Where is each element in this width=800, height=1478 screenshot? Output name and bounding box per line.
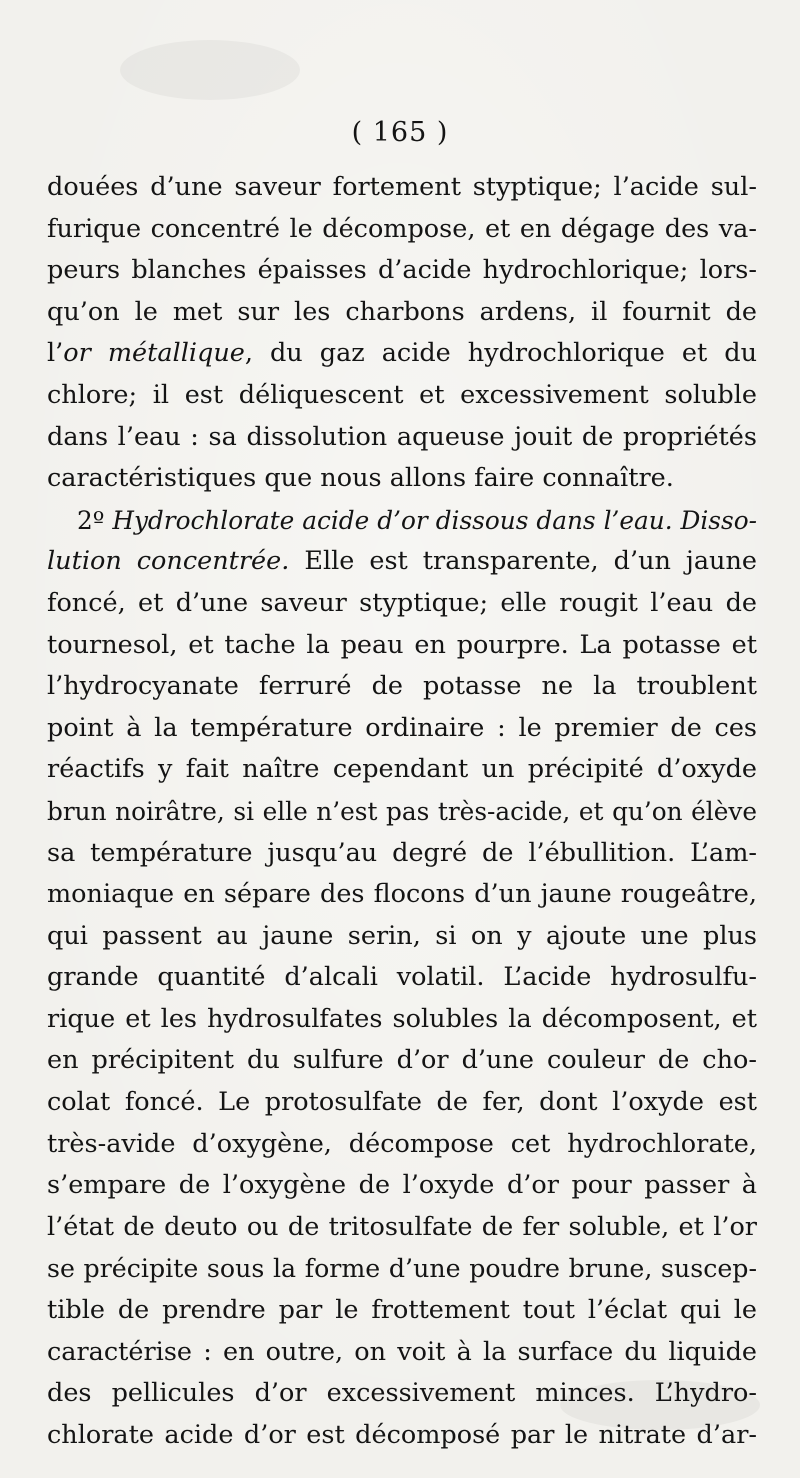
text-line [47,375,757,417]
body-text [47,167,757,1456]
text-line [47,1207,757,1249]
italic-text: lution concentrée. [47,546,290,577]
text-segment: colat foncé. Le protosulfate de fer, dont l’oxyde est [47,1087,757,1118]
page-number: ( 165 ) [351,117,449,148]
text-line [47,541,757,583]
text-segment: caractérise : en outre, on voit à la surface du liquide [47,1336,757,1367]
text-line [47,1332,757,1374]
text-segment: , du gaz acide hydrochlorique et du [244,338,757,369]
text-line [47,957,757,999]
text-segment: moniaque en sépare des flocons d’un jaune rougeâtre, [47,879,757,910]
text-line [47,1165,757,1207]
text-segment: chlorate acide d’or est décomposé par le nitrate d’ar- [47,1419,757,1450]
text-line [47,583,757,625]
text-line [47,250,757,292]
text-line [47,874,757,916]
text-line [47,1290,757,1332]
text-segment: tournesol, et tache la peau en pourpre. La potasse et [47,629,757,660]
text-segment: l’ [47,338,64,369]
text-line [47,333,757,375]
text-line [47,916,757,958]
text-line [47,1415,757,1457]
text-segment: des pellicules d’or excessivement minces. L’hydro- [47,1378,757,1409]
text-line [47,417,757,459]
text-line [47,292,757,334]
text-segment: furique concentré le décompose, et en dégage des va- [47,213,757,244]
text-segment: peurs blanches épaisses d’acide hydrochlorique; lors- [47,255,757,286]
text-line [47,833,757,875]
italic-text: Hydrochlorate acide d’or dissous dans l’eau. Disso- [112,505,757,535]
text-segment: l’état de deuto ou de tritosulfate de fer soluble, et l’or [47,1211,757,1242]
text-line [47,167,757,209]
text-line [47,1082,757,1124]
text-line [47,209,757,251]
text-segment: rique et les hydrosulfates solubles la décomposent, et [47,1003,757,1034]
text-segment: qu’on le met sur les charbons ardens, il fournit de [47,296,757,327]
text-line [47,1248,757,1290]
text-line [47,500,757,542]
text-segment: chlore; il est déliquescent et excessivement soluble [47,379,757,410]
text-segment: point à la température ordinaire : le premier de ces [47,712,757,743]
text-segment: dans l’eau : sa dissolution aqueuse jouit de propriétés [47,421,757,452]
paper-stain [120,40,300,100]
text-segment: très-avide d’oxygène, décompose cet hydrochlorate, [47,1128,757,1159]
text-segment: réactifs y fait naître cependant un précipité d’oxyde [47,754,757,785]
text-segment: se précipite sous la forme d’une poudre brune, suscep- [47,1254,757,1284]
text-segment: s’empare de l’oxygène de l’oxyde d’or pour passer à [47,1170,757,1201]
text-line [47,999,757,1041]
text-segment: tible de prendre par le frottement tout l’éclat qui le [47,1295,757,1326]
text-line [47,708,757,750]
text-line [47,458,757,500]
text-segment: qui passent au jaune serin, si on y ajoute une plus [47,920,757,951]
text-segment: brun noirâtre, si elle n’est pas très-acide, et qu’on élève [47,796,757,826]
text-line [47,1040,757,1082]
text-line [47,666,757,708]
text-line [47,1373,757,1415]
text-segment: l’hydrocyanate ferruré de potasse ne la troublent [47,671,757,702]
text-segment: foncé, et d’une saveur styptique; elle rougit l’eau de [47,587,757,618]
text-segment: sa température jusqu’au degré de l’ébullition. L’am- [47,837,757,868]
text-segment: 2º [77,505,113,535]
text-segment: en précipitent du sulfure d’or d’une couleur de cho- [47,1045,757,1076]
text-line [47,791,757,833]
text-segment: caractéristiques que nous allons faire connaître. [47,463,674,494]
text-segment: grande quantité d’alcali volatil. L’acide hydrosulfu- [47,962,757,993]
text-line [47,625,757,667]
text-segment: Elle est transparente, d’un jaune [289,546,757,577]
text-line [47,749,757,791]
text-line [47,1124,757,1166]
text-segment: douées d’une saveur fortement styptique; l’acide sul- [47,172,757,202]
italic-text: or métallique [63,338,245,369]
